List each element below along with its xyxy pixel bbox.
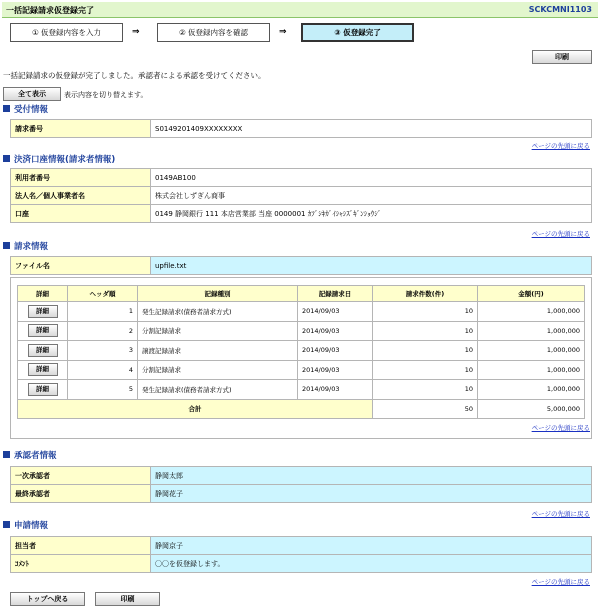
- row-amount: 1,000,000: [478, 321, 585, 341]
- section-application: 申請情報: [3, 519, 48, 531]
- page-top-link[interactable]: ページの先頭に戻る: [531, 424, 590, 432]
- print-button[interactable]: 印刷: [532, 50, 592, 64]
- step-arrow-icon: ⇒: [279, 27, 287, 37]
- table-row: [18, 321, 585, 341]
- step-input: ① 仮登録内容を入力: [10, 23, 123, 42]
- total-row: [18, 399, 585, 419]
- final-approver-label: 最終承認者: [11, 485, 151, 503]
- row-count: 10: [373, 321, 478, 341]
- detail-button[interactable]: 詳細: [28, 324, 58, 337]
- page-title: 一括記録請求仮登録完了: [6, 6, 94, 15]
- row-amount: 1,000,000: [478, 341, 585, 361]
- row-date: 2014/09/03: [298, 360, 373, 380]
- detail-button[interactable]: 詳細: [28, 363, 58, 376]
- row-count: 10: [373, 302, 478, 322]
- page-top-link[interactable]: ページの先頭に戻る: [531, 142, 590, 150]
- row-type: 発生記録請求(債務者請求方式): [138, 380, 298, 400]
- account-label: 口座: [11, 205, 151, 223]
- back-to-top-button[interactable]: トップへ戻る: [10, 592, 85, 606]
- row-type: 譲渡記録請求: [138, 341, 298, 361]
- row-amount: 1,000,000: [478, 302, 585, 322]
- print-bottom-button[interactable]: 印刷: [95, 592, 160, 606]
- user-number-value: 0149AB100: [151, 169, 592, 187]
- row-amount: 1,000,000: [478, 360, 585, 380]
- row-count: 10: [373, 360, 478, 380]
- row-order: 1: [68, 302, 138, 322]
- section-approver: 承認者情報: [3, 449, 57, 461]
- table-row: [18, 302, 585, 322]
- step-complete: ③ 仮登録完了: [301, 23, 414, 42]
- row-type: 発生記録請求(債務者請求方式): [138, 302, 298, 322]
- first-approver-value: 静岡太郎: [151, 467, 592, 485]
- file-name-value: upfile.txt: [151, 257, 592, 275]
- row-order: 3: [68, 341, 138, 361]
- col-amount: 金額(円): [478, 286, 585, 302]
- table-row: [18, 341, 585, 361]
- page-top-link[interactable]: ページの先頭に戻る: [531, 578, 590, 586]
- row-count: 10: [373, 380, 478, 400]
- person-in-charge-label: 担当者: [11, 537, 151, 555]
- row-order: 5: [68, 380, 138, 400]
- first-approver-label: 一次承認者: [11, 467, 151, 485]
- table-header-row: [18, 286, 585, 302]
- reception-table: [10, 119, 592, 138]
- total-amount: 5,000,000: [478, 399, 585, 419]
- account-value: 0149 静岡銀行 111 本店営業部 当座 0000001 ｶﾌﾞｼｷｶﾞｲｼｬｼｽﾞｷﾞﾝｼｮｳｼﾞ: [151, 205, 592, 223]
- row-amount: 1,000,000: [478, 380, 585, 400]
- square-bullet-icon: [3, 155, 10, 162]
- detail-button[interactable]: 詳細: [28, 305, 58, 318]
- show-all-button[interactable]: 全て表示: [3, 87, 61, 101]
- row-date: 2014/09/03: [298, 380, 373, 400]
- toggle-hint: 表示内容を切り替えます。: [64, 91, 148, 99]
- section-request: 請求情報: [3, 240, 48, 252]
- col-detail: 詳細: [18, 286, 68, 302]
- square-bullet-icon: [3, 105, 10, 112]
- request-number-value: S0149201409XXXXXXXX: [151, 120, 592, 138]
- step-confirm: ② 仮登録内容を確認: [157, 23, 270, 42]
- request-number-label: 請求番号: [11, 120, 151, 138]
- user-number-label: 利用者番号: [11, 169, 151, 187]
- square-bullet-icon: [3, 521, 10, 528]
- row-count: 10: [373, 341, 478, 361]
- row-order: 4: [68, 360, 138, 380]
- section-settlement: 決済口座情報(請求者情報): [3, 153, 115, 165]
- col-type: 記録種別: [138, 286, 298, 302]
- section-reception: 受付情報: [3, 103, 48, 115]
- row-type: 分割記録請求: [138, 321, 298, 341]
- approver-table: [10, 466, 592, 503]
- col-order: ヘッダ順: [68, 286, 138, 302]
- row-date: 2014/09/03: [298, 321, 373, 341]
- title-bar: [2, 2, 598, 18]
- person-in-charge-value: 静岡京子: [151, 537, 592, 555]
- comment-value: 〇〇を仮登録します。: [151, 555, 592, 573]
- settlement-table: [10, 168, 592, 223]
- page-top-link[interactable]: ページの先頭に戻る: [531, 230, 590, 238]
- total-count: 50: [373, 399, 478, 419]
- col-date: 記録請求日: [298, 286, 373, 302]
- step-arrow-icon: ⇒: [132, 27, 140, 37]
- table-row: [18, 380, 585, 400]
- square-bullet-icon: [3, 242, 10, 249]
- screen-code: SCKCMNI1103: [528, 5, 592, 14]
- row-order: 2: [68, 321, 138, 341]
- comment-label: ｺﾒﾝﾄ: [11, 555, 151, 573]
- file-name-label: ファイル名: [11, 257, 151, 275]
- total-label: 合計: [18, 399, 373, 419]
- page-top-link[interactable]: ページの先頭に戻る: [531, 510, 590, 518]
- square-bullet-icon: [3, 451, 10, 458]
- completion-message: 一括記録請求の仮登録が完了しました。承認者による承認を受けてください。: [3, 71, 266, 80]
- table-row: [18, 360, 585, 380]
- application-table: [10, 536, 592, 573]
- request-detail-table: [17, 285, 585, 419]
- final-approver-value: 静岡花子: [151, 485, 592, 503]
- row-date: 2014/09/03: [298, 341, 373, 361]
- row-date: 2014/09/03: [298, 302, 373, 322]
- company-name-value: 株式会社しずぎん商事: [151, 187, 592, 205]
- detail-button[interactable]: 詳細: [28, 383, 58, 396]
- file-table: [10, 256, 592, 275]
- company-name-label: 法人名／個人事業者名: [11, 187, 151, 205]
- col-count: 請求件数(件): [373, 286, 478, 302]
- detail-button[interactable]: 詳細: [28, 344, 58, 357]
- row-type: 分割記録請求: [138, 360, 298, 380]
